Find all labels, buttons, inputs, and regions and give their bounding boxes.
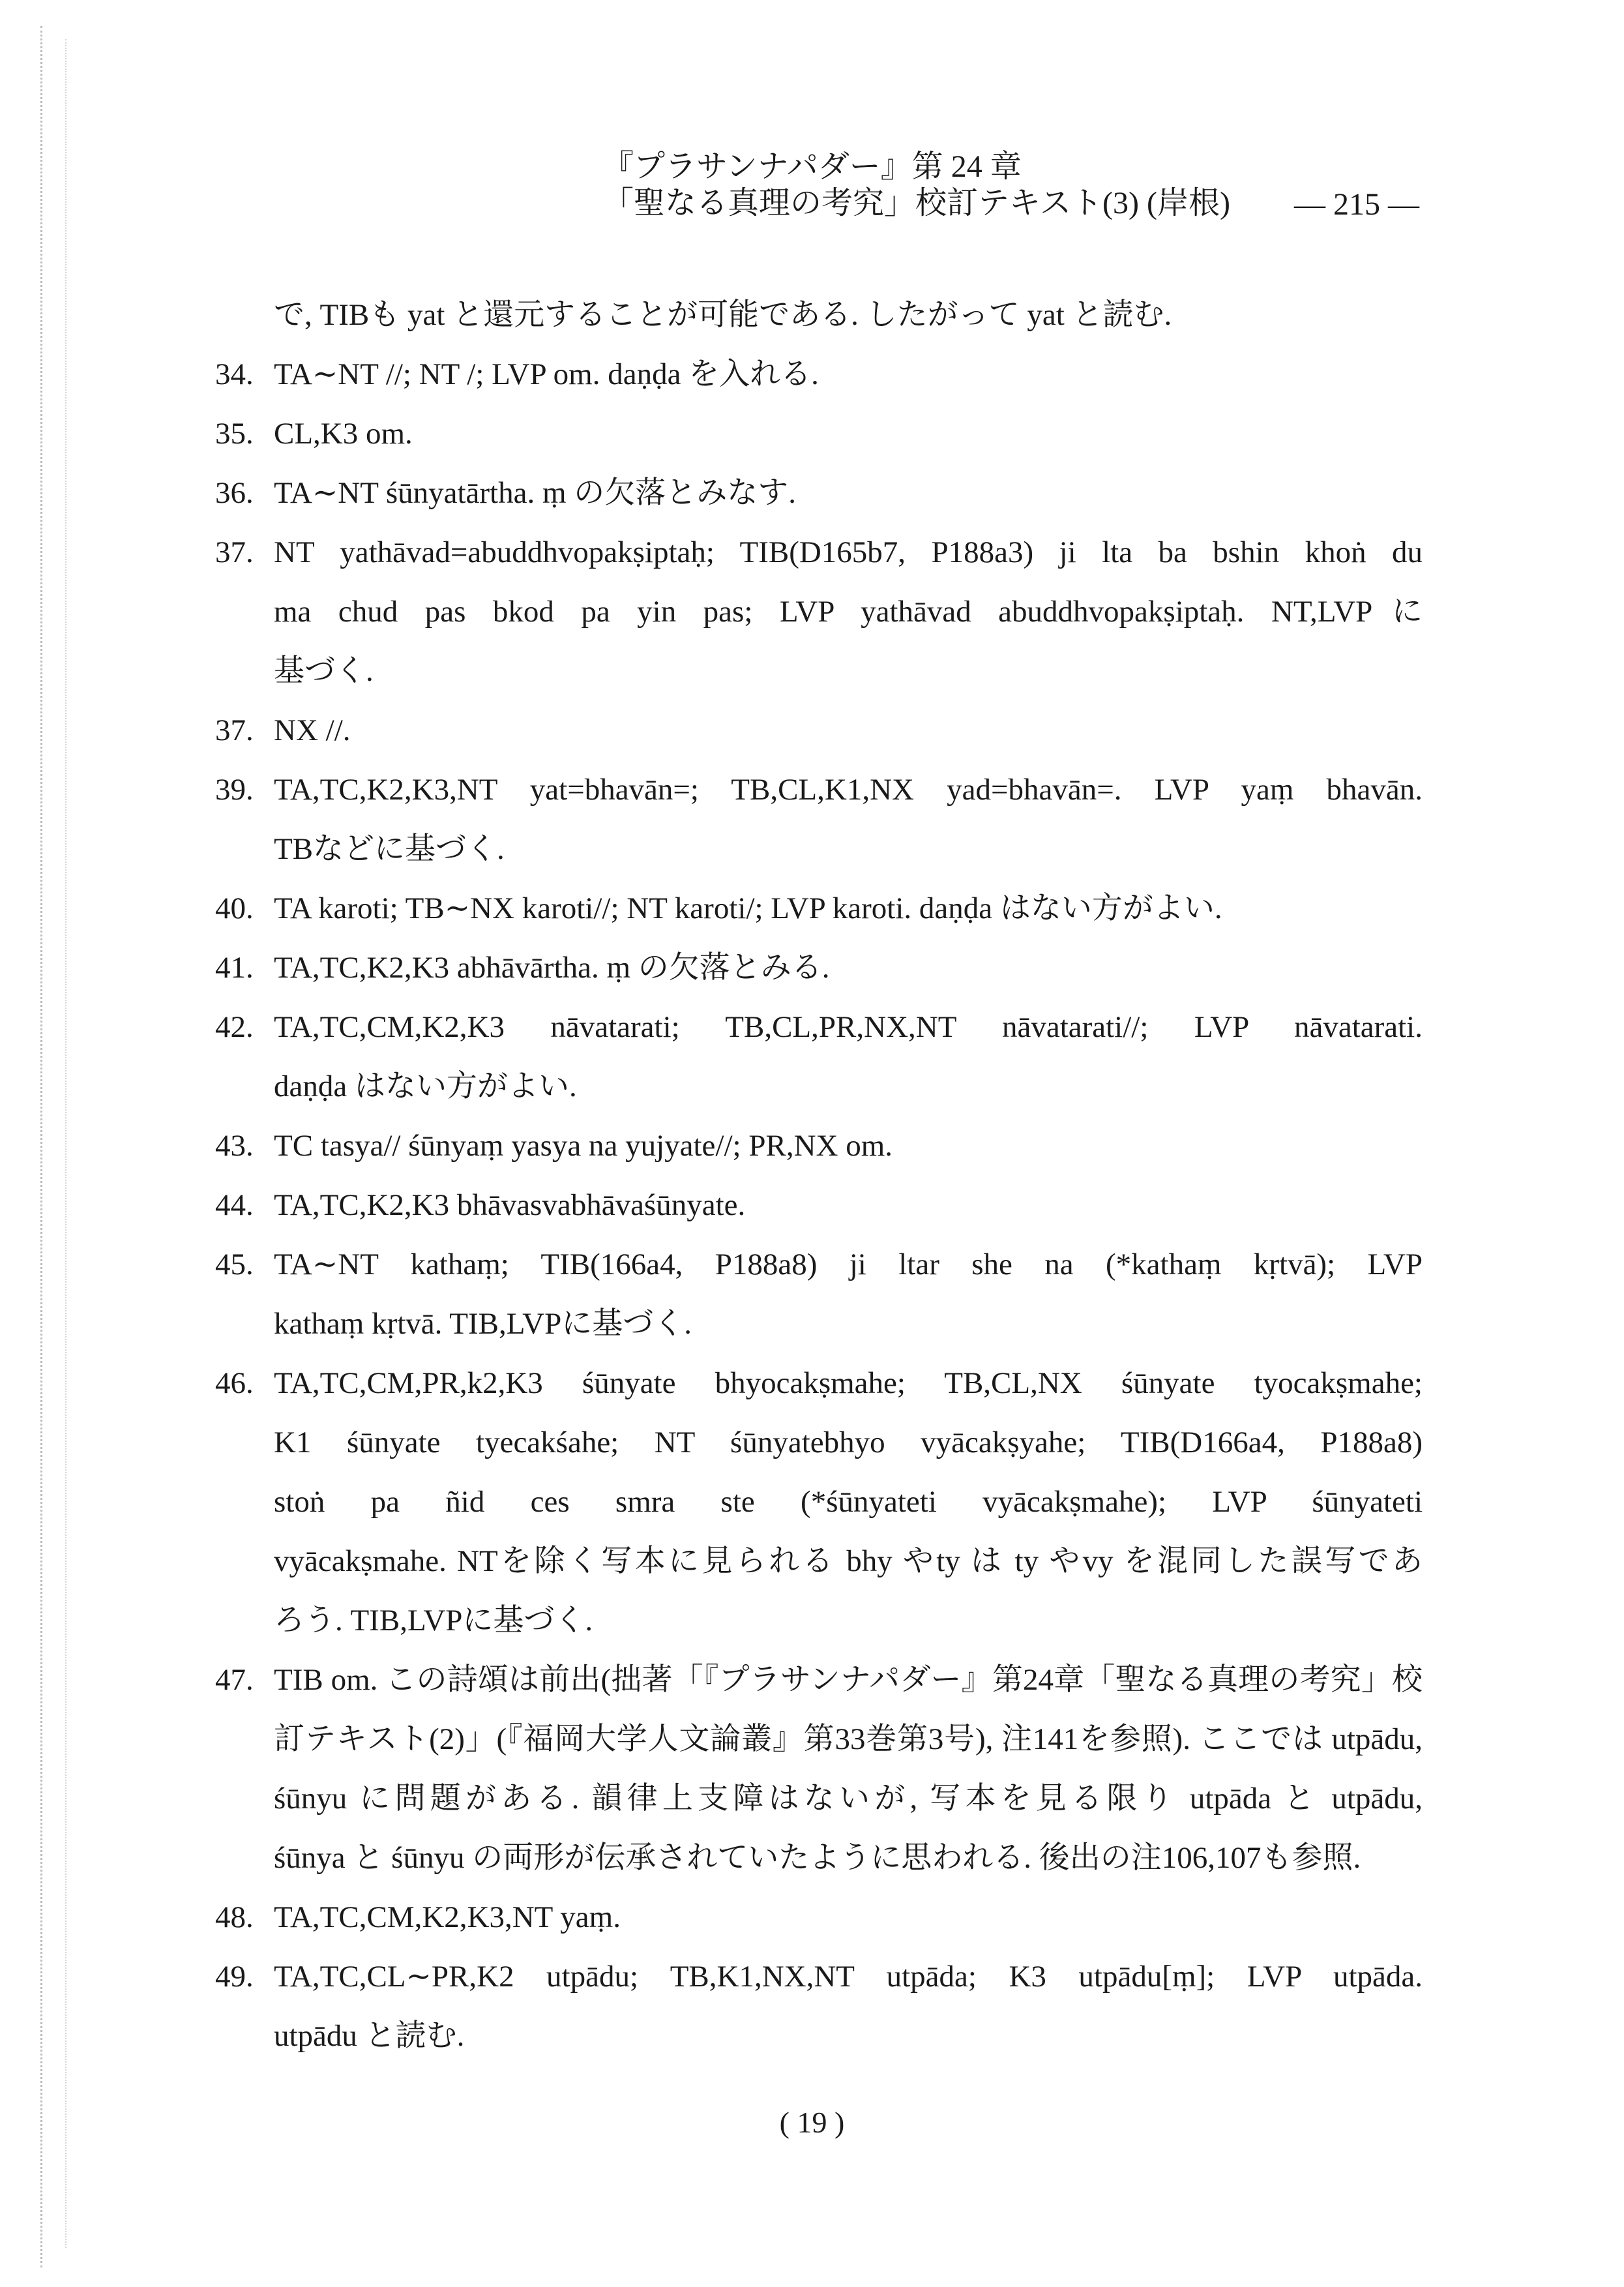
footnote-number bbox=[215, 1420, 274, 1479]
footnote-text: kathaṃ kṛtvā. TIB,LVPに基づく. bbox=[274, 1307, 692, 1341]
footnote-text: TA∼NT //; NT /; LVP om. daṇḍa を入れる. bbox=[274, 357, 819, 391]
footnote-number: 40. bbox=[215, 891, 254, 925]
footnote-number bbox=[215, 1538, 274, 1598]
footnote-number: 35. bbox=[215, 417, 254, 451]
footnote bbox=[215, 470, 1423, 530]
footnote-number: 47. bbox=[215, 1663, 254, 1697]
footnote-text: NX //. bbox=[274, 713, 351, 747]
footnote-number bbox=[215, 1301, 274, 1360]
footnote-continuation bbox=[215, 2013, 1423, 2072]
footnote-number bbox=[215, 2013, 274, 2072]
footnote-number bbox=[215, 1479, 274, 1538]
footnote-text: utpādu と読む. bbox=[274, 2019, 465, 2053]
footnote bbox=[215, 1004, 1423, 1064]
scan-edge-artifact bbox=[65, 39, 66, 2248]
footnote-text: TA,TC,K2,K3 abhāvārtha. ṃ の欠落とみる. bbox=[274, 951, 830, 985]
footnote-continuation bbox=[215, 1420, 1423, 1479]
footnote bbox=[215, 1242, 1423, 1301]
footnote-text: stoṅ pa ñid ces smra ste (*śūnyateti vyācakṣmahe); LVP śūnyateti bbox=[274, 1485, 1423, 1519]
footnote-number bbox=[215, 1716, 274, 1776]
footnote-text: TIB om. この詩頌は前出(拙著「『プラサンナパダー』第24章「聖なる真理の考究」校 bbox=[274, 1663, 1423, 1697]
footnote-continuation bbox=[215, 648, 1423, 708]
footnote-text: TBなどに基づく. bbox=[274, 832, 505, 866]
page-number: — 215 — bbox=[1294, 187, 1419, 222]
footnote-number: 46. bbox=[215, 1366, 254, 1400]
footnote bbox=[215, 708, 1423, 767]
footnote-continuation bbox=[215, 1479, 1423, 1538]
footnote-text: daṇḍa はない方がよい. bbox=[274, 1069, 577, 1103]
header-title-line2: 「聖なる真理の考究」校訂テキスト(3) (岸根) bbox=[602, 186, 1230, 220]
footnote bbox=[215, 1894, 1423, 1954]
footnote-text: TC tasya// śūnyaṃ yasya na yujyate//; PR,NX om. bbox=[274, 1129, 893, 1163]
footnote-number: 39. bbox=[215, 773, 254, 807]
footnote bbox=[215, 945, 1423, 1004]
footnote-text: TA,TC,CM,K2,K3,NT yaṃ. bbox=[274, 1900, 621, 1934]
footnote-number bbox=[215, 1776, 274, 1835]
footer-page-label: ( 19 ) bbox=[779, 2106, 845, 2139]
footnote bbox=[215, 767, 1423, 826]
footnote-number bbox=[215, 1835, 274, 1894]
footnote-number: 43. bbox=[215, 1129, 254, 1163]
footnote-text: CL,K3 om. bbox=[274, 417, 413, 451]
footnote-number: 41. bbox=[215, 951, 254, 985]
footnote-continuation bbox=[215, 1538, 1423, 1598]
footnote bbox=[215, 530, 1423, 589]
footnote-number: 48. bbox=[215, 1900, 254, 1934]
footnote bbox=[215, 1657, 1423, 1716]
scan-edge-artifact bbox=[40, 26, 42, 2267]
footnote-text: TA∼NT kathaṃ; TIB(166a4, P188a8) ji ltar she na (*kathaṃ kṛtvā); LVP bbox=[274, 1248, 1423, 1281]
footnote-number: 45. bbox=[215, 1248, 254, 1281]
footnote-number bbox=[215, 826, 274, 886]
footnote-text: vyācakṣmahe. NTを除く写本に見られる bhy やty は ty やvy を混同した誤写であ bbox=[274, 1544, 1423, 1578]
footnote-text: NT yathāvad=abuddhvopakṣiptaḥ; TIB(D165b7, P188a3) ji lta ba bshin khoṅ du bbox=[274, 535, 1423, 569]
footnote-number: 34. bbox=[215, 357, 254, 391]
footnote-text: TA,TC,K2,K3 bhāvasvabhāvaśūnyate. bbox=[274, 1188, 746, 1222]
footnote bbox=[215, 351, 1423, 411]
footnote bbox=[215, 1360, 1423, 1420]
footnote-text: TA karoti; TB∼NX karoti//; NT karoti/; LVP karoti. daṇḍa はない方がよい. bbox=[274, 891, 1222, 925]
footnote-number: 49. bbox=[215, 1960, 254, 1994]
footnote-text: K1 śūnyate tyecakśahe; NT śūnyatebhyo vyācakṣyahe; TIB(D166a4, P188a8) bbox=[274, 1426, 1423, 1459]
footnote-continuation bbox=[215, 1835, 1423, 1894]
footnote-text: ma chud pas bkod pa yin pas; LVP yathāvad abuddhvopakṣiptaḥ. NT,LVPに bbox=[274, 595, 1423, 629]
footnote-number: 44. bbox=[215, 1188, 254, 1222]
footnote-number: 37. bbox=[215, 535, 254, 569]
footnote bbox=[215, 886, 1423, 945]
footnotes-body bbox=[215, 292, 1423, 2072]
footnote bbox=[215, 411, 1423, 470]
footnote-text: 基づく. bbox=[274, 654, 374, 688]
footnote-number bbox=[215, 589, 274, 648]
footnote bbox=[215, 1182, 1423, 1242]
running-header bbox=[602, 149, 1230, 222]
footnote-text: TA,TC,CL∼PR,K2 utpādu; TB,K1,NX,NT utpāda; K3 utpādu[ṃ]; LVP utpāda. bbox=[274, 1960, 1423, 1994]
footnote-number bbox=[215, 1064, 274, 1123]
footnote-text: ろう. TIB,LVPに基づく. bbox=[274, 1604, 593, 1637]
footnote-text: TA,TC,CM,PR,k2,K3 śūnyate bhyocakṣmahe; TB,CL,NX śūnyate tyocakṣmahe; bbox=[274, 1366, 1423, 1400]
footnote-number bbox=[215, 1598, 274, 1657]
footnote-continuation bbox=[215, 589, 1423, 648]
footnote-continuation bbox=[215, 1776, 1423, 1835]
footnote-continuation bbox=[215, 1064, 1423, 1123]
footnote-continuation bbox=[215, 1301, 1423, 1360]
footnote-number: 37. bbox=[215, 713, 254, 747]
footnote-number: 42. bbox=[215, 1010, 254, 1044]
header-title-line1: 『プラサンナパダー』第 24 章 bbox=[602, 149, 1022, 184]
footnote-continuation bbox=[215, 826, 1423, 886]
footnote-continuation bbox=[215, 1598, 1423, 1657]
continued-note-text: で, TIBも yat と還元することが可能である. したがって yat と読む. bbox=[274, 298, 1172, 332]
footnote-text: TA∼NT śūnyatārtha. ṃ の欠落とみなす. bbox=[274, 476, 797, 510]
footnote bbox=[215, 1954, 1423, 2013]
footnote-continuation bbox=[215, 1716, 1423, 1776]
footnote-number: 36. bbox=[215, 476, 254, 510]
footnote bbox=[215, 1123, 1423, 1182]
footnote-text: TA,TC,CM,K2,K3 nāvatarati; TB,CL,PR,NX,NT nāvatarati//; LVP nāvatarati. bbox=[274, 1010, 1423, 1044]
footnote-text: TA,TC,K2,K3,NT yat=bhavān=; TB,CL,K1,NX yad=bhavān=. LVP yaṃ bhavān. bbox=[274, 773, 1423, 807]
footnote-text: śūnya と śūnyu の両形が伝承されていたように思われる. 後出の注106,107も参照. bbox=[274, 1841, 1361, 1875]
footnote-number bbox=[215, 648, 274, 708]
footnote-text: śūnyu に問題がある. 韻律上支障はないが, 写本を見る限り utpāda と utpādu, bbox=[274, 1782, 1423, 1816]
footnote-text: 訂テキスト(2)」(『福岡大学人文論叢』第33巻第3号), 注141を参照). ここでは utpādu, bbox=[274, 1722, 1423, 1756]
